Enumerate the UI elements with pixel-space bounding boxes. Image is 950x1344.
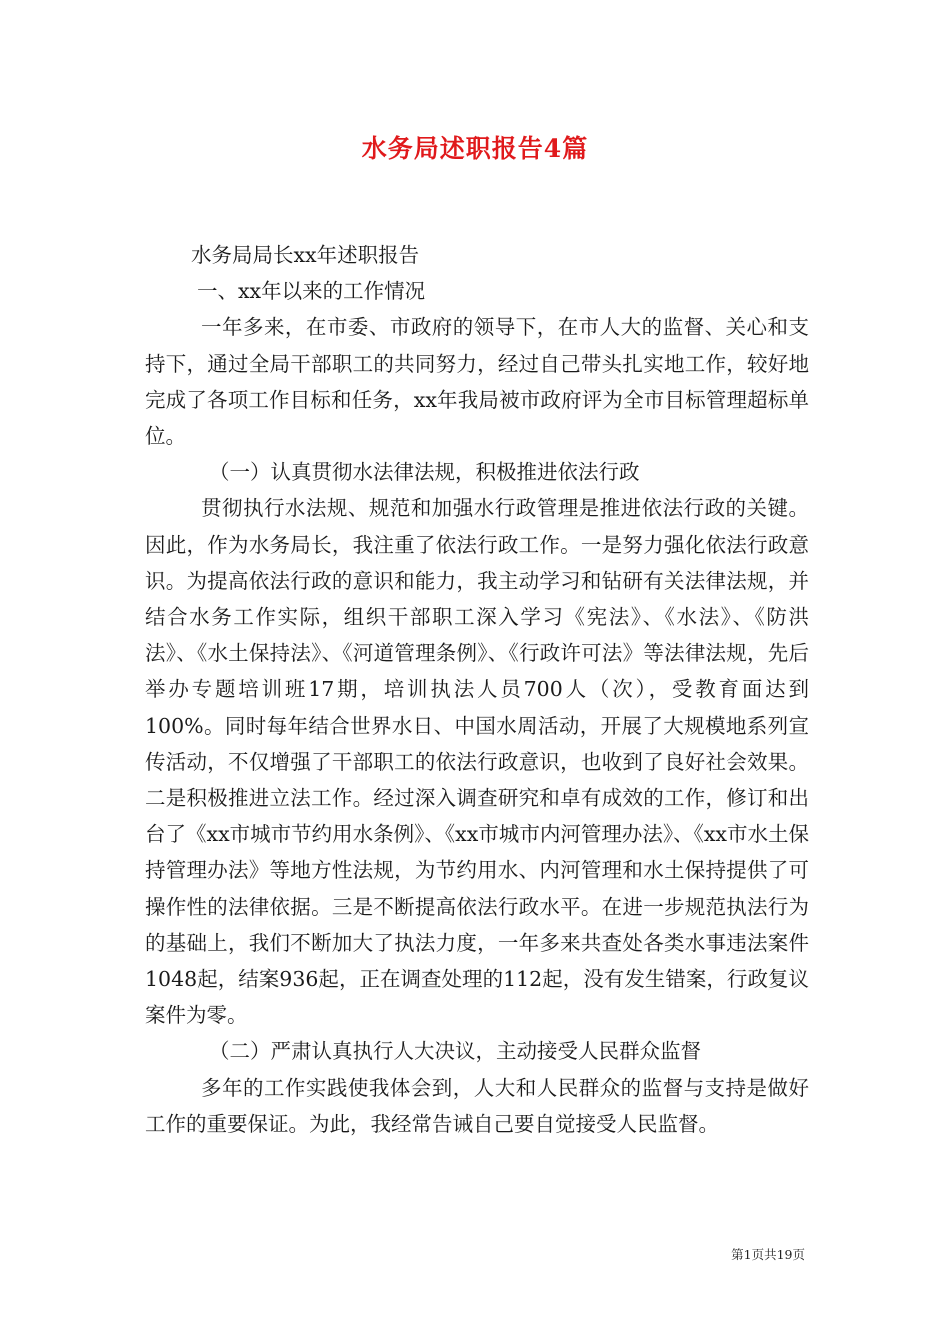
report-subtitle: 水务局局长xx年述职报告: [191, 243, 420, 267]
section-heading-2: （二）严肃认真执行人大决议，主动接受人民群众监督: [209, 1039, 701, 1064]
paragraph-supervision: 多年的工作实践使我体会到，人大和人民群众的监督与支持是做好工作的重要保证。为此，我经常告诫自己要自觉接受人民监督。: [145, 1075, 809, 1136]
document-title: 水务局述职报告4篇: [361, 134, 589, 163]
document-body: [145, 237, 809, 1142]
paragraph-intro: 一年多来，在市委、市政府的领导下，在市人大的监督、关心和支持下，通过全局干部职工的共同努力，经过自己带头扎实地工作，较好地完成了各项工作目标和任务，xx年我局被市政府评为全市目标管理超标单位。: [145, 315, 809, 449]
section-heading-1: （一）认真贯彻水法律法规，积极推进依法行政: [209, 460, 640, 485]
paragraph-legal-admin: 贯彻执行水法规、规范和加强水行政管理是推进依法行政的关键。因此，作为水务局长，我注重了依法行政工作。一是努力强化依法行政意识。为提高依法行政的意识和能力，我主动学习和钻研有关法律法规，并结合水务工作实际，组织干部职工深入学习《宪法》、《水法》、《防洪法》、《水土保持法》、《河道管理条例》、《行政许可法》等法律法规，先后举办专题培训班17期，培训执法人员700人（次），受教育面达到100%。同时每年结合世界水日、中国水周活动，开展了大规模地系列宣传活动，不仅增强了干部职工的依法行政意识，也收到了良好社会效果。二是积极推进立法工作。经过深入调查研究和卓有成效的工作，修订和出台了《xx市城市节约用水条例》、《xx市城市内河管理办法》、《xx市水土保持管理办法》等地方性法规，为节约用水、内河管理和水土保持提供了可操作性的法律依据。三是不断提高依法行政水平。在进一步规范执法行为的基础上，我们不断加大了执法力度，一年多来共查处各类水事违法案件1048起，结案936起，正在调查处理的112起，没有发生错案，行政复议案件为零。: [145, 496, 809, 1028]
heading-work-status: 一、xx年以来的工作情况: [197, 279, 426, 304]
page-number: 第1页共19页: [731, 1247, 805, 1262]
